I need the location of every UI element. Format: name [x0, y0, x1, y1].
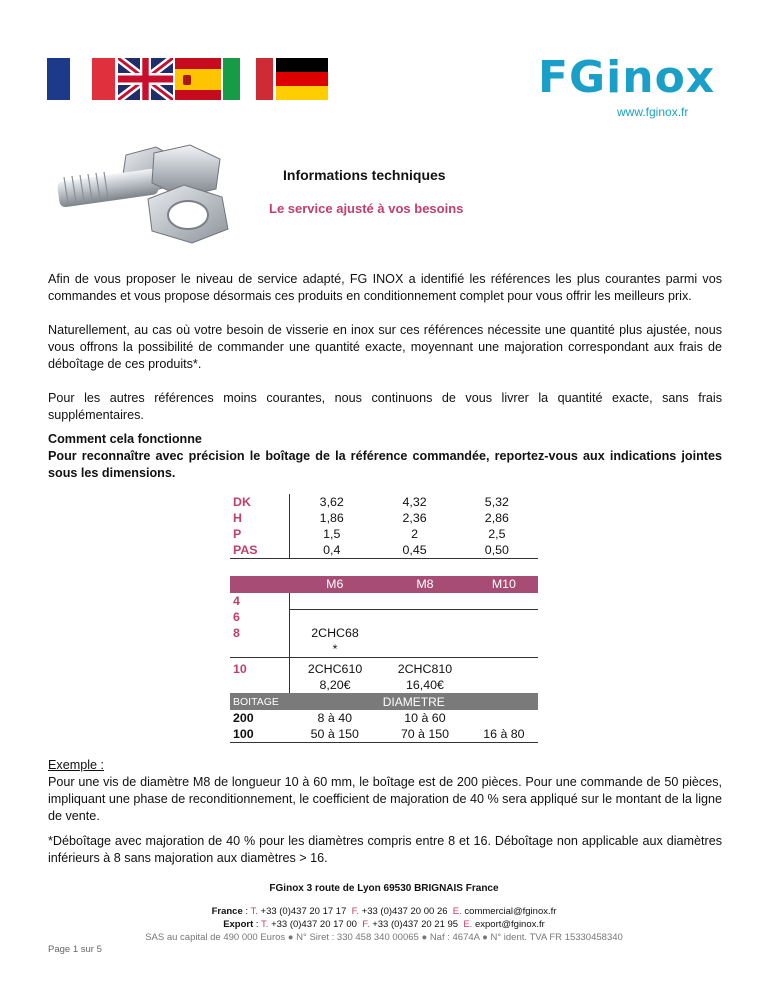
boitage-qty: 100 [230, 726, 290, 743]
length-label: 10 [233, 662, 247, 676]
flag-uk-icon[interactable] [118, 58, 173, 100]
reference-table [230, 576, 538, 743]
dimensions-table [230, 494, 538, 559]
dim-value: 1,5 [290, 526, 374, 542]
dim-value: 3,62 [290, 494, 374, 510]
boitage-range [470, 710, 538, 726]
dim-value: 2,86 [484, 511, 509, 525]
intro-paragraph: Afin de vous proposer le niveau de service adapté, FG INOX a identifié les références les plus courantes parmi vos commandes et vous propose désormais ces produits en conditionnement complet pour vous offrir les meilleurs prix. [48, 272, 722, 303]
col-header-m8: M8 [380, 576, 470, 593]
flag-spain-icon[interactable] [175, 58, 221, 100]
boitage-qty: 200 [233, 711, 254, 725]
flag-france-icon[interactable] [47, 58, 115, 100]
dim-value: 2,5 [488, 527, 506, 541]
footer-export-line: Export : T. +33 (0)437 20 17 00 F. +33 (0)437 20 21 95 E. export@fginox.fr [223, 919, 545, 930]
page-subtitle: Le service ajusté à vos besoins [269, 201, 464, 216]
how-it-works-title: Comment cela fonctionne [48, 432, 202, 446]
ref-note: * [290, 641, 381, 658]
dim-value: 2,36 [402, 511, 427, 525]
ref-cell: 2CHC610 [290, 658, 381, 678]
how-it-works-text: Pour reconnaître avec précision le boîtage de la référence commandée, reportez-vous aux indications jointes sous les dimensions. [48, 449, 722, 480]
dim-value: 0,50 [456, 542, 538, 559]
dim-value: 1,86 [290, 510, 374, 526]
ref-price: 16,40€ [405, 678, 444, 692]
page-title: Informations techniques [283, 167, 446, 183]
france-email-link[interactable]: commercial@fginox.fr [464, 906, 557, 917]
dim-value: 4,32 [402, 495, 427, 509]
dim-label: P [233, 527, 242, 541]
bolt-nut-image [44, 133, 254, 251]
flag-italy-icon[interactable] [223, 58, 273, 100]
boitage-range: 70 à 150 [380, 726, 470, 743]
footnote: *Déboîtage avec majoration de 40 % pour les diamètres compris entre 8 et 16. Déboîtage non applicable aux diamètres inférieurs à 8 sans majoration aux diamètres > 16. [48, 834, 722, 865]
ref-cell: 2CHC68 [290, 625, 381, 641]
boitage-label: BOITAGE [230, 693, 290, 710]
boitage-range: 50 à 150 [290, 726, 381, 743]
col-header-m10: M10 [470, 576, 538, 593]
adjust-paragraph: Naturellement, au cas où votre besoin de visserie en inox sur ces références nécessite une quantité plus ajustée, nous vous offrons la possibilité de commander une quantité exacte, moyennant une majoration correspondant aux frais de déboîtage de ces produits*. [48, 323, 722, 371]
example-text: Pour une vis de diamètre M8 de longueur 10 à 60 mm, le boîtage est de 200 pièces. Pour une commande de 50 pièces, impliquant une phase de reconditionnement, le coefficient de majoration de 40 % sera appliqué sur le montant de la ligne de vente. [48, 775, 722, 823]
dim-value: 0,4 [290, 542, 374, 559]
ref-price: 8,20€ [290, 677, 381, 693]
dim-value: 5,32 [484, 495, 509, 509]
example-title: Exemple : [48, 758, 104, 772]
footer-legal: SAS au capital de 490 000 Euros ● N° Siret : 330 458 340 00065 ● Naf : 4674A ● N° ident. TVA FR 15330458340 [145, 932, 623, 943]
website-link[interactable]: www.fginox.fr [617, 105, 689, 119]
export-email-link[interactable]: export@fginox.fr [474, 919, 545, 930]
page-number: Page 1 sur 5 [48, 944, 102, 955]
ref-cell: 2CHC810 [397, 662, 453, 676]
length-label: 6 [233, 610, 240, 624]
col-header-m6: M6 [290, 576, 381, 593]
dim-value: 2 [411, 527, 419, 541]
flag-germany-icon[interactable] [276, 58, 328, 100]
length-label: 8 [233, 626, 240, 640]
other-refs-paragraph: Pour les autres références moins courantes, nous continuons de vous livrer la quantité exacte, sans frais supplémentaires. [48, 391, 722, 422]
dim-value: 0,45 [373, 542, 455, 559]
length-label: 4 [233, 594, 240, 608]
boitage-range: 10 à 60 [404, 711, 446, 725]
boitage-range: 8 à 40 [317, 711, 352, 725]
footer-france-line: France : T. +33 (0)437 20 17 17 F. +33 (0)437 20 00 26 E. commercial@fginox.fr [211, 906, 557, 917]
dim-label: PAS [230, 542, 290, 559]
fginox-logo[interactable]: FGinox [538, 52, 716, 103]
dim-label: H [233, 511, 242, 525]
dim-label: DK [233, 495, 251, 509]
footer-company: FGinox 3 route de Lyon 69530 BRIGNAIS France [269, 883, 499, 894]
diametre-label: DIAMETRE [290, 693, 539, 710]
boitage-range: 16 à 80 [470, 726, 538, 743]
